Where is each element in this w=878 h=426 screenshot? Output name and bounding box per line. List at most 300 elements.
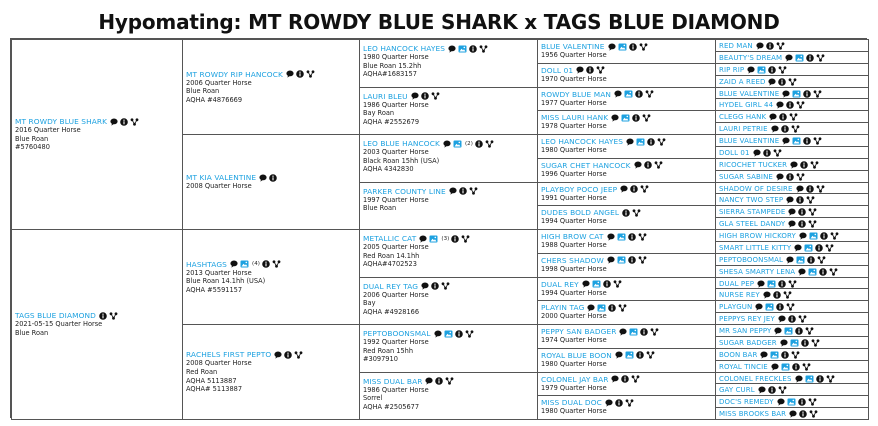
horse-info xyxy=(541,185,712,203)
info-icon[interactable] xyxy=(615,399,623,407)
comment-icon[interactable] xyxy=(605,399,613,407)
image-icon[interactable] xyxy=(597,304,606,312)
image-icon[interactable] xyxy=(792,137,801,145)
info-icon[interactable] xyxy=(603,280,611,288)
pedigree-tree-icon[interactable] xyxy=(809,410,818,418)
info-icon[interactable] xyxy=(773,291,781,299)
horse-name-link[interactable]: SHESA SMARTY LENA xyxy=(719,267,796,276)
info-icon[interactable] xyxy=(768,386,776,394)
horse-name-link[interactable]: ROWDY BLUE MAN xyxy=(541,89,612,99)
pedigree-tree-icon[interactable] xyxy=(485,140,494,148)
horse-name-link[interactable]: ZAID A REED xyxy=(719,77,766,86)
comment-icon[interactable] xyxy=(434,330,442,338)
horse-name-link[interactable]: SUGAR CHET HANCOCK xyxy=(541,160,631,170)
info-icon[interactable] xyxy=(763,149,771,157)
image-icon[interactable] xyxy=(767,280,776,288)
info-icon[interactable] xyxy=(120,118,128,126)
pedigree-tree-icon[interactable] xyxy=(798,315,807,323)
horse-name-link[interactable]: MISS DUAL DOC xyxy=(541,398,602,408)
horse-name-link[interactable]: DOLL 01 xyxy=(541,65,574,75)
comment-icon[interactable] xyxy=(611,114,619,122)
comment-icon[interactable] xyxy=(788,208,796,216)
info-icon[interactable] xyxy=(819,268,827,276)
comment-icon[interactable] xyxy=(789,410,797,418)
horse-name-link[interactable]: HYDEL GIRL 44 xyxy=(719,101,774,110)
horse-name-link[interactable]: RIP RIP xyxy=(719,65,745,74)
horse-info xyxy=(541,161,712,179)
image-icon[interactable] xyxy=(804,244,813,252)
pedigree-tree-icon[interactable] xyxy=(431,92,440,100)
info-icon[interactable] xyxy=(644,161,652,169)
horse-name-link[interactable]: MT ROWDY BLUE SHARK xyxy=(15,117,108,127)
comment-icon[interactable] xyxy=(587,304,595,312)
comment-icon[interactable] xyxy=(785,54,793,62)
pedigree-tree-icon[interactable] xyxy=(788,280,797,288)
info-icon[interactable] xyxy=(795,327,803,335)
pedigree-tree-icon[interactable] xyxy=(625,399,634,407)
image-icon[interactable] xyxy=(796,256,805,264)
pedigree-tree-icon[interactable] xyxy=(130,118,139,126)
pedigree-tree-icon[interactable] xyxy=(638,256,647,264)
horse-detail: #3097910 xyxy=(363,355,398,364)
pedigree-tree-icon[interactable] xyxy=(596,66,605,74)
comment-icon[interactable] xyxy=(774,327,782,335)
comment-icon[interactable] xyxy=(619,328,627,336)
pedigree-tree-icon[interactable] xyxy=(791,125,800,133)
info-icon[interactable] xyxy=(779,113,787,121)
info-icon[interactable] xyxy=(798,220,806,228)
info-icon[interactable] xyxy=(788,315,796,323)
comment-icon[interactable] xyxy=(747,66,755,74)
pedigree-tree-icon[interactable] xyxy=(776,42,785,50)
info-icon[interactable] xyxy=(435,377,443,385)
pedigree-tree-icon[interactable] xyxy=(441,282,450,290)
comment-icon[interactable] xyxy=(448,45,456,53)
info-icon[interactable] xyxy=(806,185,814,193)
comment-icon[interactable] xyxy=(608,43,616,51)
comment-icon[interactable] xyxy=(582,280,590,288)
info-icon[interactable] xyxy=(803,137,811,145)
horse-info xyxy=(363,92,442,127)
pedigree-tree-icon[interactable] xyxy=(632,209,641,217)
horse-info xyxy=(719,244,865,252)
horse-name-link[interactable]: LAURI BLEU xyxy=(363,91,408,101)
image-icon[interactable] xyxy=(618,43,627,51)
info-icon[interactable] xyxy=(820,232,828,240)
horse-detail: 1986 Quarter Horse xyxy=(363,385,429,394)
info-icon[interactable] xyxy=(451,235,459,243)
horse-name-link[interactable]: MISS DUAL BAR xyxy=(363,376,423,386)
horse-name-link[interactable]: DOLL 01 xyxy=(719,148,750,157)
pedigree-cell-gen3 xyxy=(537,372,716,397)
horse-name-link[interactable]: METALLIC CAT xyxy=(363,234,417,243)
info-icon[interactable] xyxy=(766,42,774,50)
horse-name-link[interactable]: SMART LITTLE KITTY xyxy=(719,243,792,252)
pedigree-tree-icon[interactable] xyxy=(618,304,627,312)
image-icon[interactable] xyxy=(781,363,790,371)
comment-icon[interactable] xyxy=(274,351,282,359)
comment-icon[interactable] xyxy=(798,268,806,276)
info-icon[interactable] xyxy=(801,339,809,347)
horse-name-link[interactable]: SIERRA STAMPEDE xyxy=(719,208,786,217)
info-icon[interactable] xyxy=(632,114,640,122)
horse-name-link[interactable]: HIGH BROW HICKORY xyxy=(719,232,796,240)
comment-icon[interactable] xyxy=(425,377,433,385)
pedigree-tree-icon[interactable] xyxy=(813,90,822,98)
image-icon[interactable] xyxy=(784,327,793,335)
image-icon[interactable] xyxy=(592,280,601,288)
image-icon[interactable] xyxy=(757,66,766,74)
pedigree-tree-icon[interactable] xyxy=(109,312,118,320)
pedigree-tree-icon[interactable] xyxy=(783,291,792,299)
comment-icon[interactable] xyxy=(419,235,427,243)
info-icon[interactable] xyxy=(296,70,304,78)
comment-icon[interactable] xyxy=(615,351,623,359)
horse-name-row xyxy=(719,66,865,74)
pedigree-tree-icon[interactable] xyxy=(825,244,834,252)
info-icon[interactable] xyxy=(776,303,784,311)
horse-name-link[interactable]: RED MAN xyxy=(719,42,753,50)
pedigree-tree-icon[interactable] xyxy=(830,232,839,240)
horse-detail: AQHA 4342830 xyxy=(363,165,414,174)
pedigree-tree-icon[interactable] xyxy=(786,303,795,311)
comment-icon[interactable] xyxy=(411,92,419,100)
horse-name-link[interactable]: DUAL REY TAG xyxy=(363,281,419,291)
info-icon[interactable] xyxy=(806,54,814,62)
horse-name-link[interactable]: PEPPY SAN BADGER xyxy=(541,327,617,336)
horse-name-link[interactable]: MT KIA VALENTINE xyxy=(186,173,257,183)
info-icon[interactable] xyxy=(778,78,786,86)
pedigree-tree-icon[interactable] xyxy=(805,327,814,335)
info-icon[interactable] xyxy=(803,90,811,98)
horse-detail: AQHA #4876669 xyxy=(186,95,243,104)
comment-icon[interactable] xyxy=(753,149,761,157)
horse-name-link[interactable]: CHERS SHADOW xyxy=(541,255,604,265)
image-icon[interactable] xyxy=(770,351,779,359)
pedigree-tree-icon[interactable] xyxy=(817,256,826,264)
pedigree-tree-icon[interactable] xyxy=(788,78,797,86)
comment-icon[interactable] xyxy=(771,125,779,133)
horse-info xyxy=(719,232,865,240)
image-icon[interactable] xyxy=(790,339,799,347)
comment-icon[interactable] xyxy=(780,339,788,347)
horse-detail: 2000 Quarter Horse xyxy=(541,312,607,321)
pedigree-tree-icon[interactable] xyxy=(445,377,454,385)
info-icon[interactable] xyxy=(431,282,439,290)
info-icon[interactable] xyxy=(629,43,637,51)
pedigree-tree-icon[interactable] xyxy=(806,196,815,204)
pedigree-tree-icon[interactable] xyxy=(294,351,303,359)
image-icon[interactable] xyxy=(629,328,638,336)
horse-name-link[interactable]: SUGAR BADGER xyxy=(719,338,777,347)
comment-icon[interactable] xyxy=(794,244,802,252)
comment-icon[interactable] xyxy=(614,90,622,98)
comment-icon[interactable] xyxy=(755,303,763,311)
horse-name-link[interactable]: RICOCHET TUCKER xyxy=(719,160,788,169)
pedigree-tree-icon[interactable] xyxy=(642,114,651,122)
comment-icon[interactable] xyxy=(790,161,798,169)
info-icon[interactable] xyxy=(798,208,806,216)
pedigree-tree-icon[interactable] xyxy=(816,54,825,62)
info-icon[interactable] xyxy=(99,312,107,320)
comment-icon[interactable] xyxy=(758,386,766,394)
comment-icon[interactable] xyxy=(788,220,796,228)
info-icon[interactable] xyxy=(768,66,776,74)
image-icon[interactable] xyxy=(636,138,645,146)
horse-name-link[interactable]: TAGS BLUE DIAMOND xyxy=(15,311,96,321)
pedigree-tree-icon[interactable] xyxy=(808,208,817,216)
horse-name-link[interactable]: BEAUTY'S DREAM xyxy=(719,53,783,62)
horse-name-link[interactable]: ROYAL BLUE BOON xyxy=(541,350,612,360)
image-icon[interactable] xyxy=(795,54,804,62)
info-icon[interactable] xyxy=(647,138,655,146)
pedigree-tree-icon[interactable] xyxy=(631,375,640,383)
horse-name-link[interactable]: LEO BLUE HANCOCK xyxy=(363,139,440,148)
comment-icon[interactable] xyxy=(769,113,777,121)
info-icon[interactable] xyxy=(262,260,270,268)
comment-icon[interactable] xyxy=(286,70,294,78)
horse-name-link[interactable]: BLUE VALENTINE xyxy=(719,89,780,98)
horse-detail: AQHA#1683157 xyxy=(363,70,417,79)
comment-icon[interactable] xyxy=(763,291,771,299)
info-icon[interactable] xyxy=(622,209,630,217)
horse-name-link[interactable]: GAY CURL xyxy=(719,386,755,395)
comment-icon[interactable] xyxy=(782,90,790,98)
image-icon[interactable] xyxy=(625,351,634,359)
image-icon[interactable] xyxy=(617,233,626,241)
horse-name-link[interactable]: NANCY TWO STEP xyxy=(719,196,784,205)
horse-name-link[interactable]: PARKER COUNTY LINE xyxy=(363,186,446,196)
comment-icon[interactable] xyxy=(778,315,786,323)
comment-icon[interactable] xyxy=(777,398,785,406)
info-icon[interactable] xyxy=(786,173,794,181)
comment-icon[interactable] xyxy=(576,66,584,74)
pedigree-tree-icon[interactable] xyxy=(829,268,838,276)
horse-name-link[interactable]: GLA STEEL DANDY xyxy=(719,220,786,229)
horse-name-link[interactable]: DUAL REY xyxy=(541,279,579,289)
horse-name-link[interactable]: LAURI PETRIE xyxy=(719,125,768,134)
pedigree-tree-icon[interactable] xyxy=(813,137,822,145)
pedigree-cell-gen3 xyxy=(537,110,716,135)
pedigree-tree-icon[interactable] xyxy=(638,233,647,241)
horse-name-link[interactable]: COLONEL JAY BAR xyxy=(541,374,609,384)
comment-icon[interactable] xyxy=(756,42,764,50)
horse-name-row xyxy=(719,137,865,145)
image-icon[interactable] xyxy=(429,235,438,243)
pedigree-tree-icon[interactable] xyxy=(613,280,622,288)
pedigree-tree-icon[interactable] xyxy=(272,260,281,268)
horse-name-link[interactable]: SUGAR SABINE xyxy=(719,172,773,181)
horse-name-link[interactable]: DUDES BOLD ANGEL xyxy=(541,208,620,218)
info-icon[interactable] xyxy=(640,328,648,336)
image-icon[interactable] xyxy=(765,303,774,311)
comment-icon[interactable] xyxy=(443,140,451,148)
horse-name-link[interactable]: MT ROWDY RIP HANCOCK xyxy=(186,69,283,79)
info-icon[interactable] xyxy=(799,410,807,418)
pedigree-tree-icon[interactable] xyxy=(789,113,798,121)
info-icon[interactable] xyxy=(816,375,824,383)
comment-icon[interactable] xyxy=(786,196,794,204)
comment-icon[interactable] xyxy=(795,375,803,383)
horse-name-link[interactable]: MISS LAURI HANK xyxy=(541,113,609,123)
horse-detail: Blue Roan 14.1hh (USA) xyxy=(186,277,266,286)
image-icon[interactable] xyxy=(792,90,801,98)
pedigree-cell-gen2 xyxy=(359,372,538,421)
info-icon[interactable] xyxy=(608,304,616,312)
info-icon[interactable] xyxy=(284,351,292,359)
horse-name-link[interactable]: DUAL PEP xyxy=(719,279,755,288)
info-icon[interactable] xyxy=(475,140,483,148)
pedigree-tree-icon[interactable] xyxy=(810,161,819,169)
pedigree-tree-icon[interactable] xyxy=(796,173,805,181)
pedigree-tree-icon[interactable] xyxy=(650,328,659,336)
horse-name-link[interactable]: MR SAN PEPPY xyxy=(719,327,772,335)
horse-info xyxy=(719,90,865,98)
pedigree-tree-icon[interactable] xyxy=(773,149,782,157)
info-icon[interactable] xyxy=(807,256,815,264)
info-icon[interactable] xyxy=(621,375,629,383)
pedigree-tree-icon[interactable] xyxy=(657,138,666,146)
image-icon[interactable] xyxy=(805,375,814,383)
comment-icon[interactable] xyxy=(776,101,784,109)
info-icon[interactable] xyxy=(781,125,789,133)
horse-name-link[interactable]: PLAYGUN xyxy=(719,303,753,312)
pedigree-tree-icon[interactable] xyxy=(808,398,817,406)
info-icon[interactable] xyxy=(421,92,429,100)
pedigree-tree-icon[interactable] xyxy=(778,66,787,74)
horse-name-link[interactable]: HASHTAGS xyxy=(186,259,227,269)
comment-icon[interactable] xyxy=(768,78,776,86)
horse-detail: 1980 Quarter Horse xyxy=(541,359,607,368)
horse-name-link[interactable]: BLUE VALENTINE xyxy=(541,42,605,51)
comment-icon[interactable] xyxy=(782,137,790,145)
image-icon[interactable] xyxy=(808,268,817,276)
horse-name-link[interactable]: PLAYIN TAG xyxy=(541,303,585,313)
info-icon[interactable] xyxy=(269,174,277,182)
info-icon[interactable] xyxy=(798,398,806,406)
pedigree-cell-gen4 xyxy=(715,407,869,420)
pedigree-tree-icon[interactable] xyxy=(306,70,315,78)
horse-name-link[interactable]: NURSE REY xyxy=(719,291,760,300)
pedigree-tree-icon[interactable] xyxy=(465,330,474,338)
info-icon[interactable] xyxy=(815,244,823,252)
pedigree-tree-icon[interactable] xyxy=(479,45,488,53)
horse-name-link[interactable]: DOC'S REMEDY xyxy=(719,398,774,407)
comment-icon[interactable] xyxy=(421,282,429,290)
comment-icon[interactable] xyxy=(796,185,804,193)
comment-icon[interactable] xyxy=(259,174,267,182)
info-icon[interactable] xyxy=(630,185,638,193)
horse-name-link[interactable]: LEO HANCOCK HAYES xyxy=(541,137,624,146)
comment-icon[interactable] xyxy=(626,138,634,146)
image-icon[interactable] xyxy=(240,260,249,268)
image-icon[interactable] xyxy=(444,330,453,338)
horse-name-row xyxy=(363,234,472,243)
comment-icon[interactable] xyxy=(110,118,118,126)
comment-icon[interactable] xyxy=(449,187,457,195)
info-icon[interactable] xyxy=(455,330,463,338)
pedigree-tree-icon[interactable] xyxy=(639,43,648,51)
info-icon[interactable] xyxy=(636,351,644,359)
image-icon[interactable] xyxy=(458,45,467,53)
horse-name-link[interactable]: RACHELS FIRST PEPTO xyxy=(186,350,272,360)
horse-name-link[interactable]: HIGH BROW CAT xyxy=(541,232,604,241)
horse-name-link[interactable]: ROYAL TINCIE xyxy=(719,362,768,371)
horse-name-link[interactable]: MISS BROOKS BAR xyxy=(719,410,787,419)
horse-name-link[interactable]: PLAYBOY POCO JEEP xyxy=(541,184,618,194)
info-icon[interactable] xyxy=(469,45,477,53)
image-icon[interactable] xyxy=(809,232,818,240)
image-icon[interactable] xyxy=(617,256,626,264)
pedigree-tree-icon[interactable] xyxy=(826,375,835,383)
image-icon[interactable] xyxy=(621,114,630,122)
pedigree-tree-icon[interactable] xyxy=(778,386,787,394)
pedigree-tree-icon[interactable] xyxy=(808,220,817,228)
info-icon[interactable] xyxy=(628,256,636,264)
comment-icon[interactable] xyxy=(620,185,628,193)
image-icon[interactable] xyxy=(787,398,796,406)
horse-name-link[interactable]: COLONEL FRECKLES xyxy=(719,374,792,383)
horse-name-link[interactable]: SHADOW OF DESIRE xyxy=(719,184,793,193)
image-icon[interactable] xyxy=(453,140,462,148)
info-icon[interactable] xyxy=(781,351,789,359)
pedigree-tree-icon[interactable] xyxy=(802,363,811,371)
horse-detail: 1980 Quarter Horse xyxy=(541,146,607,154)
horse-name-link[interactable]: PEPPYS REY JEY xyxy=(719,315,775,324)
pedigree-tree-icon[interactable] xyxy=(654,161,663,169)
comment-icon[interactable] xyxy=(230,260,238,268)
info-icon[interactable] xyxy=(628,233,636,241)
comment-icon[interactable] xyxy=(607,233,615,241)
comment-icon[interactable] xyxy=(786,256,794,264)
comment-icon[interactable] xyxy=(607,256,615,264)
info-icon[interactable] xyxy=(778,280,786,288)
info-icon[interactable] xyxy=(635,90,643,98)
comment-icon[interactable] xyxy=(760,351,768,359)
info-icon[interactable] xyxy=(800,161,808,169)
horse-name-link[interactable]: PEPTOBOONSMAL xyxy=(719,255,784,264)
info-icon[interactable] xyxy=(792,363,800,371)
comment-icon[interactable] xyxy=(776,173,784,181)
comment-icon[interactable] xyxy=(611,375,619,383)
comment-icon[interactable] xyxy=(771,363,779,371)
pedigree-tree-icon[interactable] xyxy=(811,339,820,347)
info-icon[interactable] xyxy=(459,187,467,195)
horse-name-link[interactable]: LEO HANCOCK HAYES xyxy=(363,44,446,53)
pedigree-tree-icon[interactable] xyxy=(816,185,825,193)
pedigree-tree-icon[interactable] xyxy=(645,90,654,98)
horse-name-row xyxy=(719,339,865,347)
pedigree-tree-icon[interactable] xyxy=(646,351,655,359)
horse-name-link[interactable]: BLUE VALENTINE xyxy=(719,137,780,145)
horse-name-link[interactable]: BOON BAR xyxy=(719,350,758,359)
pedigree-tree-icon[interactable] xyxy=(469,187,478,195)
image-icon[interactable] xyxy=(624,90,633,98)
info-icon[interactable] xyxy=(586,66,594,74)
info-icon[interactable] xyxy=(796,196,804,204)
comment-icon[interactable] xyxy=(634,161,642,169)
pedigree-tree-icon[interactable] xyxy=(796,101,805,109)
horse-detail: Bay Roan xyxy=(363,109,395,118)
pedigree-tree-icon[interactable] xyxy=(461,235,470,243)
horse-name-link[interactable]: PEPTOBOONSMAL xyxy=(363,329,431,338)
pedigree-tree-icon[interactable] xyxy=(791,351,800,359)
pedigree-tree-icon[interactable] xyxy=(640,185,649,193)
info-icon[interactable] xyxy=(786,101,794,109)
comment-icon[interactable] xyxy=(757,280,765,288)
horse-name-link[interactable]: CLEGG HANK xyxy=(719,113,767,122)
comment-icon[interactable] xyxy=(799,232,807,240)
